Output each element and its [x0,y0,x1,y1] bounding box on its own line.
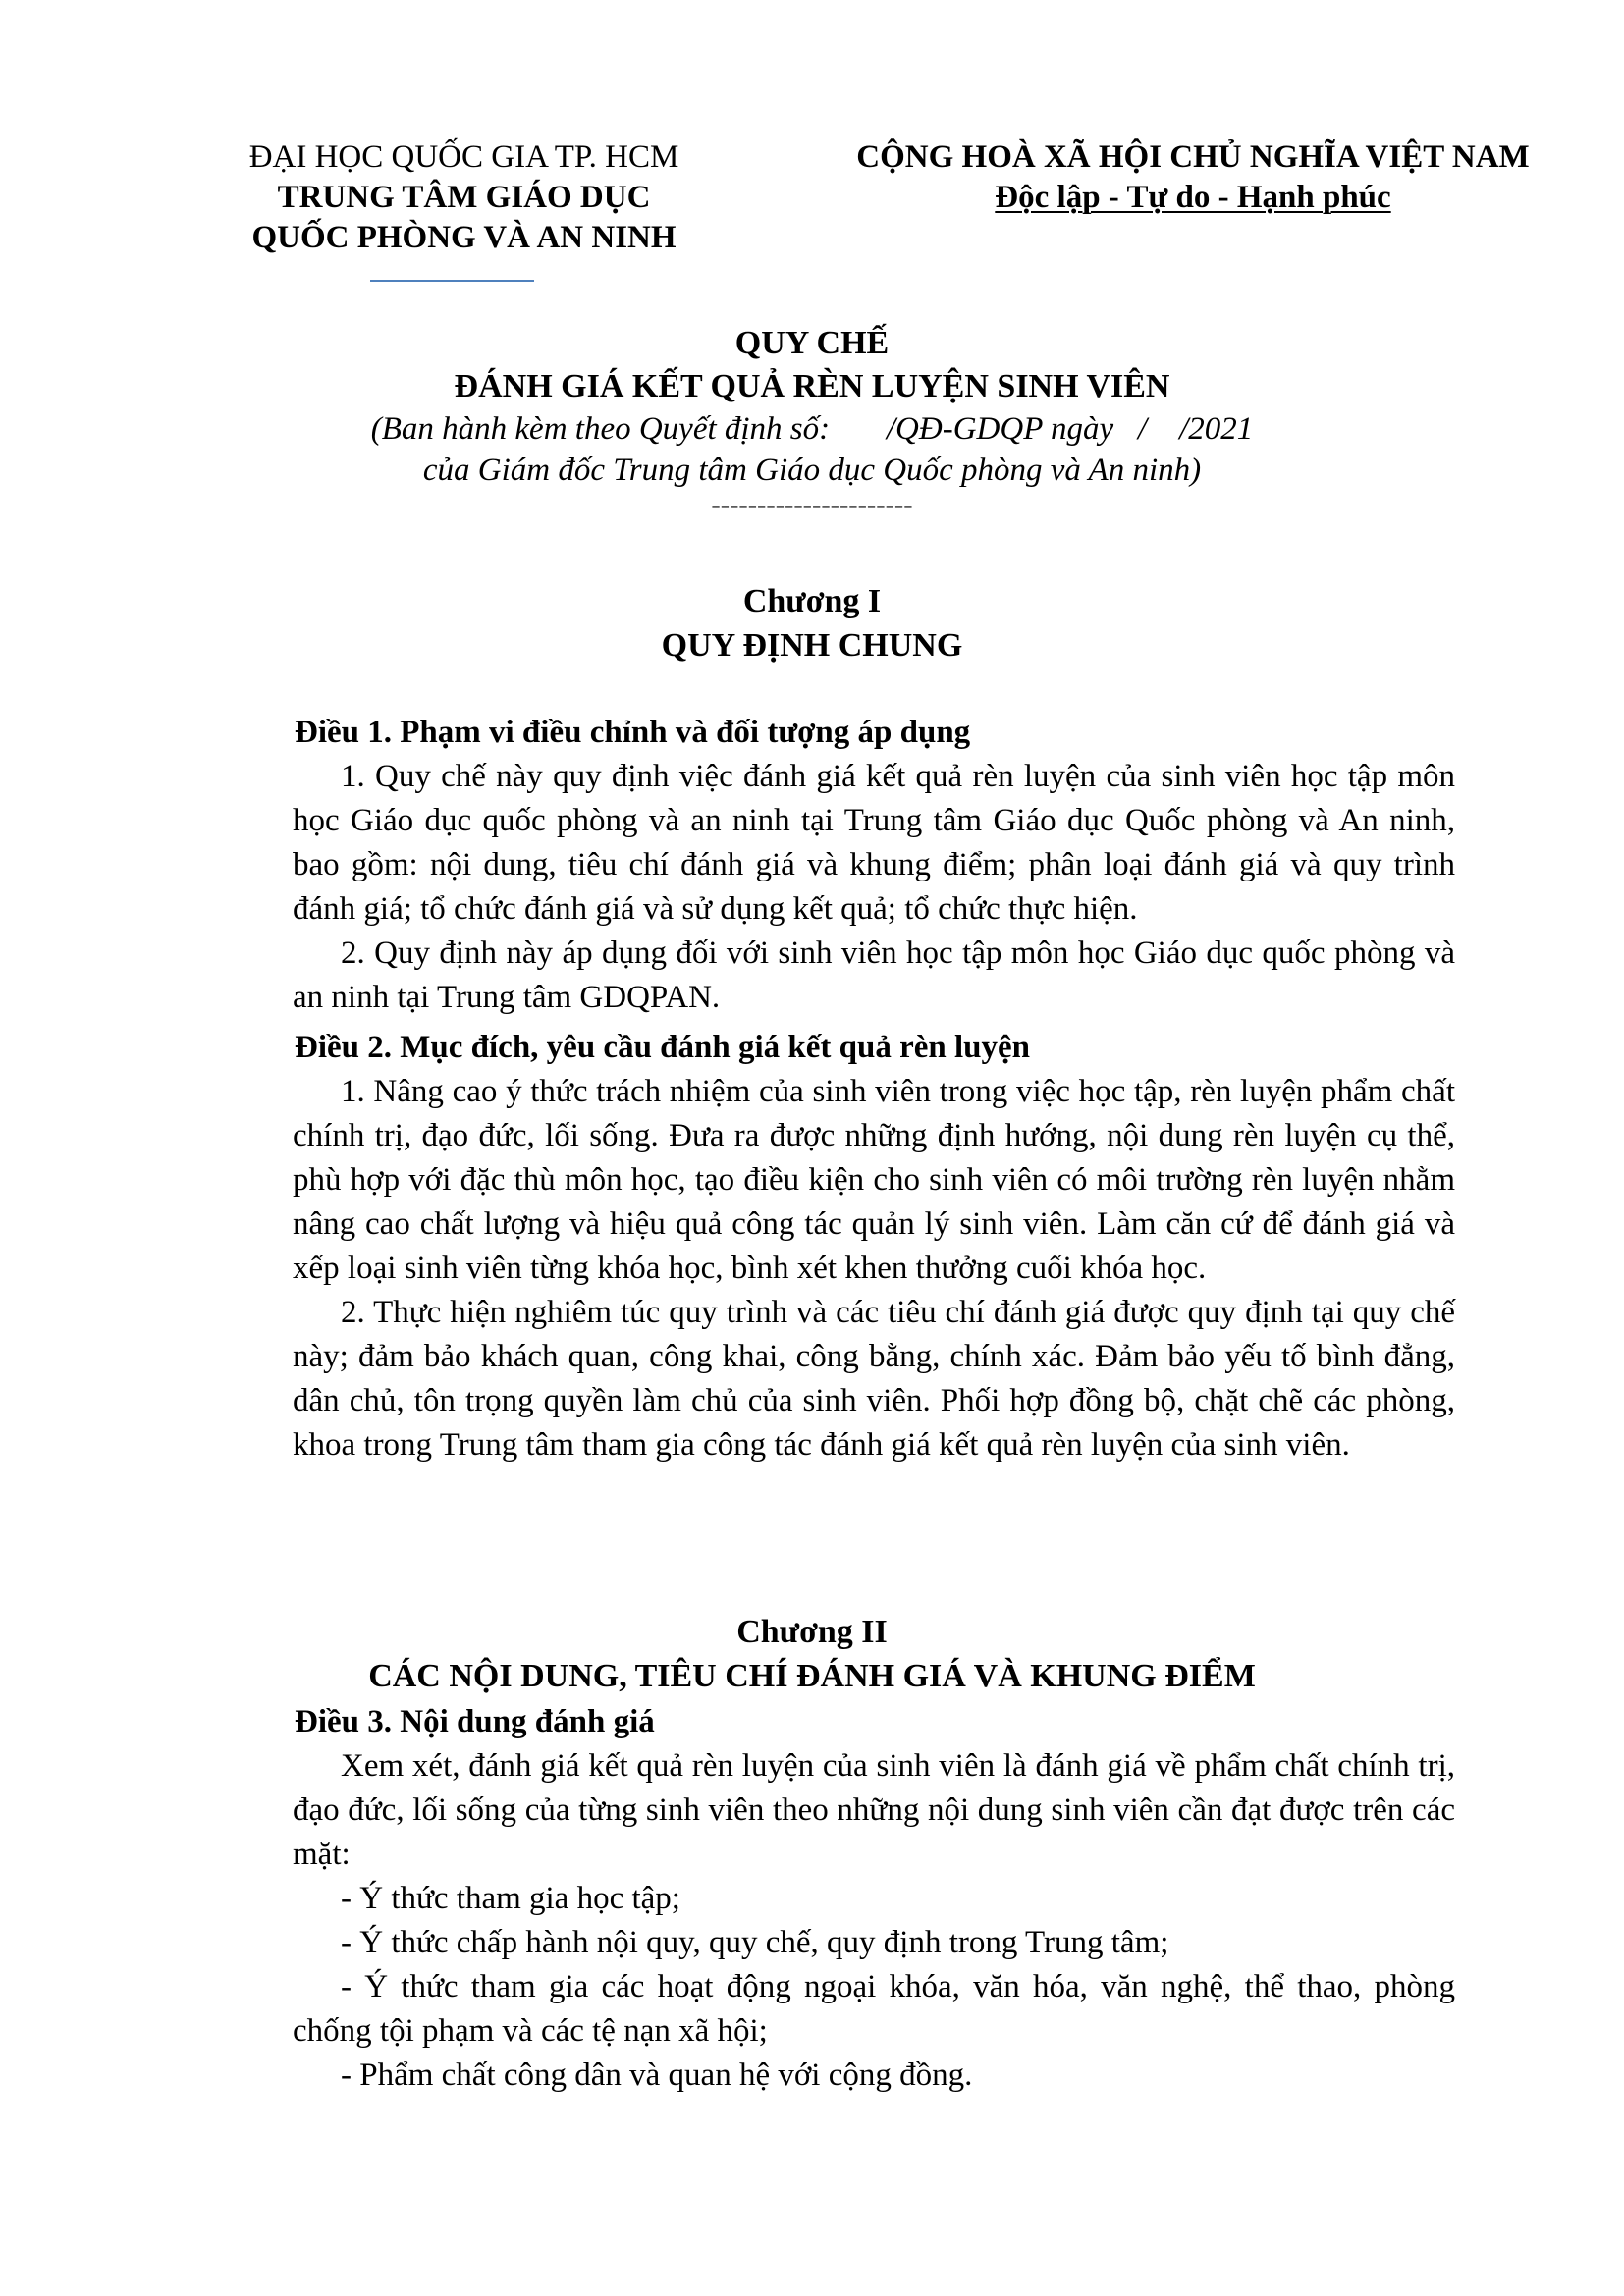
agency-name-line2: QUỐC PHÒNG VÀ AN NINH [251,220,677,255]
chapter-2-name: CÁC NỘI DUNG, TIÊU CHÍ ĐÁNH GIÁ VÀ KHUNG ĐIỂM [368,1658,1256,1694]
article-2-paragraph-1: 1. Nâng cao ý thức trách nhiệm của sinh viên trong việc học tập, rèn luyện phẩm chất chính trị, đạo đức, lối sống. Đưa ra được những định hướng, nội dung rèn luyện cụ thể, phù hợp với đặc thù môn học, tạo điều kiện cho sinh viên có môi trường rèn luyện nhằm nâng cao chất lượng và hiệu quả công tác quản lý sinh viên. Làm căn cứ để đánh giá và xếp loại sinh viên từng khóa học, bình xét khen thưởng cuối khóa học. [293,1074,1455,1286]
chapter-2-heading [0,1610,1624,1698]
agency-parent: ĐẠI HỌC QUỐC GIA TP. HCM [248,139,679,175]
article-3-bullet-2: - Ý thức chấp hành nội quy, quy chế, quy định trong Trung tâm; [341,1925,1169,1960]
agency-name-line1: TRUNG TÂM GIÁO DỤC [277,180,651,215]
issuance-note-line1: (Ban hành kèm theo Quyết định số: /QĐ-GDQP ngày / /2021 [370,411,1254,447]
article-3 [293,1700,1455,2098]
article-3-bullet-3: - Ý thức tham gia các hoạt động ngoại khóa, văn hóa, văn nghệ, thể thao, phòng chống tội phạm và các tệ nạn xã hội; [293,1969,1455,2049]
agency-underline-divider [370,280,534,282]
title-separator: ---------------------- [711,490,913,520]
chapter-1-body [293,711,1455,1473]
article-1-paragraph-1: 1. Quy chế này quy định việc đánh giá kết quả rèn luyện của sinh viên học tập môn học Giáo dục quốc phòng và an ninh tại Trung tâm Giáo dục Quốc phòng và An ninh, bao gồm: nội dung, tiêu chí đánh giá và khung điểm; phân loại đánh giá và quy trình đánh giá; tổ chức đánh giá và sử dụng kết quả; tổ chức thực hiện. [293,759,1455,927]
issuing-agency-block [191,137,736,258]
article-1-paragraph-2: 2. Quy định này áp dụng đối với sinh viên học tập môn học Giáo dục quốc phòng và an ninh tại Trung tâm GDQPAN. [293,935,1455,1015]
chapter-1-heading [0,579,1624,667]
article-1 [293,711,1455,1020]
article-2-paragraph-2: 2. Thực hiện nghiêm túc quy trình và các tiêu chí đánh giá được quy định tại quy chế này; đảm bảo khách quan, công khai, công bằng, chính xác. Đảm bảo yếu tố bình đẳng, dân chủ, tôn trọng quyền làm chủ của sinh viên. Phối hợp đồng bộ, chặt chẽ các phòng, khoa trong Trung tâm tham gia công tác đánh giá kết quả rèn luyện của sinh viên. [293,1295,1455,1463]
article-3-bullet-1: - Ý thức tham gia học tập; [341,1881,680,1916]
document-title-block [0,322,1624,520]
article-3-heading: Điều 3. Nội dung đánh giá [295,1704,655,1739]
chapter-1-name: QUY ĐỊNH CHUNG [661,627,963,664]
chapter-1-label: Chương I [742,583,882,619]
article-2 [293,1026,1455,1468]
article-3-paragraph-intro: Xem xét, đánh giá kết quả rèn luyện của sinh viên là đánh giá về phẩm chất chính trị, đạo đức, lối sống của từng sinh viên theo những nội dung sinh viên cần đạt được trên các mặt: [293,1748,1455,1872]
national-motto: Độc lập - Tự do - Hạnh phúc [995,180,1391,215]
article-2-heading: Điều 2. Mục đích, yêu cầu đánh giá kết quả rèn luyện [295,1030,1031,1065]
article-3-bullet-4: - Phẩm chất công dân và quan hệ với cộng đồng. [341,2057,973,2093]
chapter-2-body [293,1700,1455,2104]
issuance-note-line2: của Giám đốc Trung tâm Giáo dục Quốc phòng và An ninh) [422,453,1202,488]
national-motto-block [815,137,1571,218]
document-type: QUY CHẾ [734,325,890,361]
chapter-2-label: Chương II [736,1614,888,1650]
country-name: CỘNG HOÀ XÃ HỘI CHỦ NGHĨA VIỆT NAM [856,139,1530,175]
document-title: ĐÁNH GIÁ KẾT QUẢ RÈN LUYỆN SINH VIÊN [454,368,1170,404]
article-1-heading: Điều 1. Phạm vi điều chỉnh và đối tượng áp dụng [295,715,971,750]
